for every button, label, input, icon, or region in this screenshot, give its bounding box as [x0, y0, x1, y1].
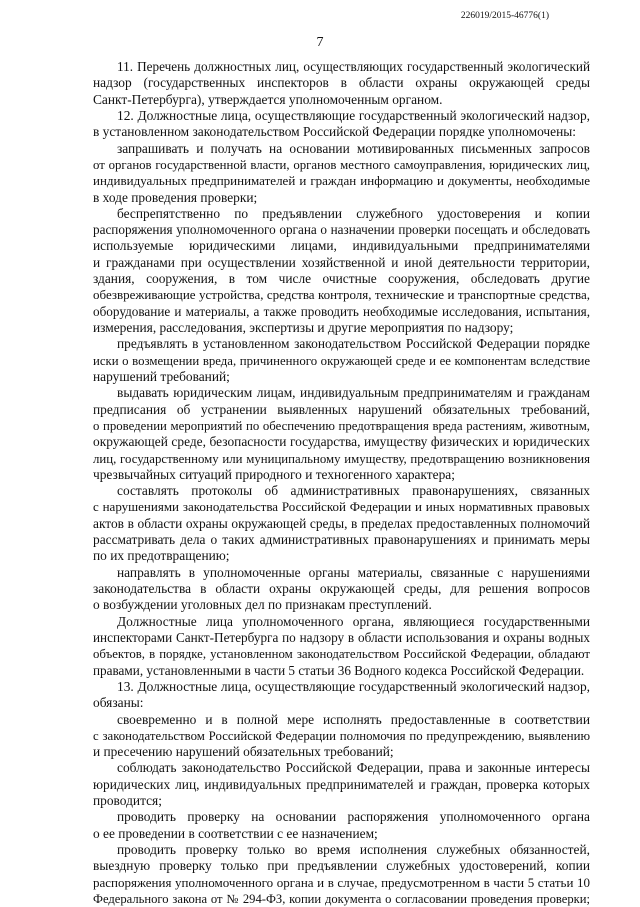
text-line: Должностные лица уполномоченного органа, являющиеся государственными	[117, 613, 590, 629]
text-line: составлять протоколы об административных правонарушениях, связанных	[117, 483, 590, 499]
text-line: выездную проверку только при предъявлении служебных удостоверений, копии	[93, 858, 590, 874]
text-line: объектов, в порядке, установленном законодательством Российской Федерации, обладают	[93, 647, 590, 662]
text-line: предъявлять в установленном законодательством Российской Федерации порядке	[117, 336, 590, 352]
text-line: 13. Должностные лица, осуществляющие государственный экологический надзор,	[117, 678, 590, 694]
text-line: 12. Должностные лица, осуществляющие государственный экологический надзор,	[117, 107, 590, 123]
text-line: проводить проверку только во время исполнения служебных обязанностей,	[117, 842, 590, 857]
text-line: оборудование и материалы, а также проводить необходимые исследования, испытания,	[93, 303, 590, 319]
text-line: используемые юридическими лицами, индивидуальными предпринимателями	[93, 238, 590, 254]
document-text-body	[93, 59, 590, 907]
text-line: чрезвычайных ситуаций природного и техногенного характера;	[93, 466, 455, 482]
text-line: запрашивать и получать на основании мотивированных письменных запросов	[117, 140, 590, 156]
text-line: и гражданами при осуществлении хозяйственной и иной деятельности территории,	[93, 254, 590, 270]
text-line: окружающей среде, безопасности государства, имуществу физических и юридических	[93, 434, 590, 450]
text-line: по их предотвращению;	[93, 548, 230, 564]
text-line: Санкт-Петербурга), утверждается уполномоченным органом.	[93, 91, 443, 107]
text-line: беспрепятственно по предъявлении служебного удостоверения и копии	[117, 205, 590, 221]
text-line: распоряжения уполномоченного органа о назначении проверки посещать и обследовать	[93, 222, 590, 238]
page-number: 7	[316, 35, 324, 50]
text-line: распоряжения уполномоченного органа и в случае, предусмотренном в части 5 статьи 10	[93, 874, 590, 890]
text-line: здания, сооружения, в том числе очистные сооружения, обследовать другие	[93, 271, 590, 287]
text-line: лиц, государственному или муниципальному имуществу, предотвращению возникновения	[93, 451, 590, 466]
text-line: правами, установленными в части 5 статьи 36 Водного кодекса Российской Федерации.	[93, 662, 585, 678]
text-line: своевременно и в полной мере исполнять предоставленные в соответствии	[117, 711, 590, 727]
text-line: проводится;	[93, 793, 162, 809]
text-line: с нарушениями законодательства Российской Федерации и иных нормативных правовых	[93, 499, 590, 515]
text-line: в установленном законодательством Российской Федерации порядке уполномочены:	[93, 124, 576, 140]
text-line: Федерального закона от № 294-ФЗ, копии документа о согласовании проведения проверки;	[93, 891, 590, 906]
text-line: 11. Перечень должностных лиц, осуществляющих государственный экологический	[117, 59, 590, 74]
text-line: с законодательством Российской Федерации полномочия по предупреждению, выявлению	[93, 728, 590, 743]
text-line: нарушений требований;	[93, 368, 230, 384]
text-line: направлять в уполномоченные органы материалы, связанные с нарушениями	[117, 564, 590, 580]
text-line: обезвреживающие устройства, средства контроля, технические и транспортные средства,	[93, 287, 590, 303]
text-line: юридических лиц, индивидуальных предпринимателей и граждан, проверка которых	[93, 776, 590, 792]
text-line: соблюдать законодательство Российской Федерации, права и законные интересы	[117, 760, 590, 776]
text-line: и пресечению нарушений обязательных требований;	[93, 744, 394, 760]
text-line: от органов государственной власти, органов местного самоуправления, юридических лиц,	[93, 157, 590, 172]
text-line: о возбуждении уголовных дел по признакам преступлений.	[93, 597, 432, 613]
text-line: предписания об устранении выявленных нарушений обязательных требований,	[93, 401, 590, 417]
text-line: измерения, расследования, экспертизы и другие мероприятия по надзору;	[93, 320, 514, 335]
text-line: законодательства в области охраны окружающей среды, для решения вопросов	[93, 581, 590, 596]
text-line: актов в области охраны окружающей среды, в пределах предоставленных полномочий	[93, 515, 590, 531]
text-line: о ее проведении в соответствии с ее назначением;	[93, 825, 378, 841]
text-line: надзор (государственных инспекторов в области охраны окружающей среды	[93, 75, 590, 91]
text-line: о проведении мероприятий по обеспечению предотвращения вреда растениям, животным,	[93, 418, 590, 433]
text-line: обязаны:	[93, 695, 144, 711]
text-line: проводить проверку на основании распоряжения уполномоченного органа	[117, 809, 590, 825]
text-line: рассматривать дела о таких административных правонарушениях и принимать меры	[93, 532, 590, 548]
document-registration-code: 226019/2015-46776(1)	[460, 11, 549, 21]
text-line: иски о возмещении вреда, причиненного окружающей среде и ее компонентам вследствие	[93, 353, 590, 368]
text-line: выдавать юридическим лицам, индивидуальным предпринимателям и гражданам	[117, 385, 590, 401]
text-line: инспекторами Санкт-Петербурга по надзору в области использования и охраны водных	[93, 629, 590, 645]
text-line: в ходе проведения проверки;	[93, 189, 258, 205]
text-line: индивидуальных предпринимателей и граждан информацию и документы, необходимые	[93, 173, 590, 189]
